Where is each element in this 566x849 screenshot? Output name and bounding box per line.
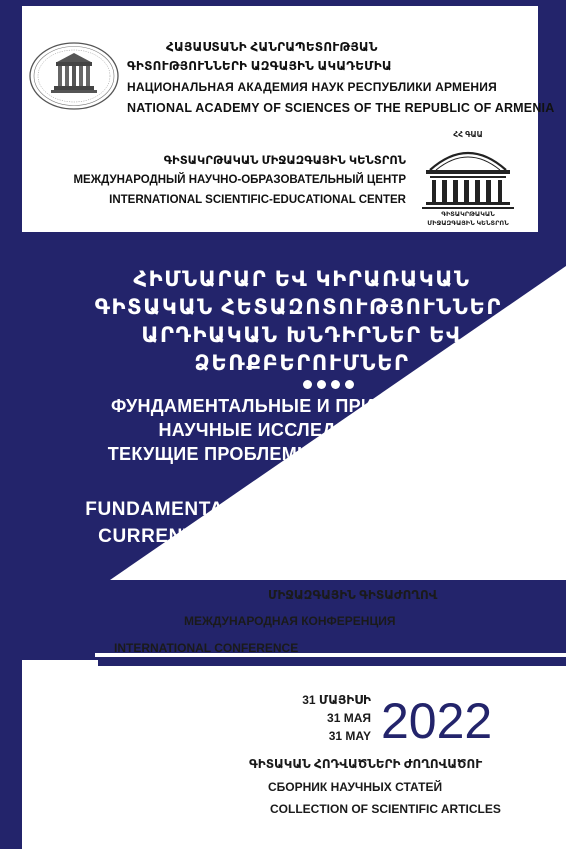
academy-building-emblem-icon bbox=[27, 40, 121, 112]
title-armenian bbox=[52, 266, 552, 378]
academy-line-2: ԳԻՏՈՒԹՅՈՒՆՆԵՐԻ ԱԶԳԱՅԻՆ ԱԿԱԴԵՄԻԱ bbox=[127, 59, 392, 73]
separator-dots-1 bbox=[303, 380, 354, 389]
academy-line-1: ՀԱՅԱՍՏԱՆԻ ՀԱՆՐԱՊԵՏՈՒԹՅԱՆ bbox=[166, 40, 378, 54]
academy-line-4: NATIONAL ACADEMY OF SCIENCES OF THE REPUBLIC OF ARMENIA bbox=[127, 101, 555, 115]
title-russian-line-2: НАУЧНЫЕ ИССЛЕДОВАНИЯ: bbox=[158, 420, 422, 440]
title-armenian-line-2: ԳԻՏԱԿԱՆ ՀԵՏԱԶՈՏՈՒԹՅՈՒՆՆԵՐ. bbox=[94, 296, 510, 319]
title-armenian-line-4: ՁԵՌՔԲԵՐՈՒՄՆԵՐ bbox=[194, 352, 410, 375]
title-english bbox=[42, 496, 542, 550]
date-armenian: 31 ՄԱՅԻՍԻ bbox=[302, 693, 371, 707]
academy-line-3: НАЦИОНАЛЬНАЯ АКАДЕМИЯ НАУК РЕСПУБЛИКИ АРМЕНИЯ bbox=[127, 80, 497, 94]
center-logo-bottom-line1: ԳԻՏԱԿՐԹԱԿԱՆ bbox=[441, 211, 495, 218]
collection-english: COLLECTION OF SCIENTIFIC ARTICLES bbox=[270, 802, 501, 816]
title-armenian-line-3: ԱՐԴԻԱԿԱՆ ԽՆԴԻՐՆԵՐ ԵՎ bbox=[141, 324, 463, 347]
title-english-line-2: CURRENT ISSUES AND ACHIEVEMENTS bbox=[98, 526, 486, 547]
conference-year: 2022 bbox=[381, 693, 493, 749]
collection-russian: СБОРНИК НАУЧНЫХ СТАТЕЙ bbox=[268, 780, 443, 794]
collection-armenian: ԳԻՏԱԿԱՆ ՀՈԴՎԱԾՆԵՐԻ ԺՈՂՈՎԱԾՈՒ bbox=[249, 757, 483, 771]
center-logo-top-text: ՀՀ ԳԱԱ bbox=[453, 130, 483, 139]
conference-armenian: ՄԻՋԱԶԳԱՅԻՆ ԳԻՏԱԺՈՂՈՎ bbox=[268, 588, 438, 602]
academy-emblem bbox=[27, 40, 121, 112]
title-armenian-line-1: ՀԻՄՆԱՐԱՐ ԵՎ ԿԻՐԱՌԱԿԱՆ bbox=[133, 268, 471, 291]
separator-dots-2 bbox=[283, 476, 334, 485]
center-line-3: INTERNATIONAL SCIENTIFIC-EDUCATIONAL CENTER bbox=[109, 194, 406, 206]
right-navy-panel bbox=[538, 0, 566, 245]
center-logo-bottom-line2: ՄԻՋԱԶԳԱՅԻՆ ԿԵՆՏՐՈՆ bbox=[427, 220, 509, 227]
date-russian: 31 МАЯ bbox=[327, 711, 371, 725]
center-logo bbox=[412, 128, 524, 228]
title-english-line-1: FUNDAMENTAL AND APPLIED RESEARCH. bbox=[85, 499, 499, 520]
conference-russian: МЕЖДУНАРОДНАЯ КОНФЕРЕНЦИЯ bbox=[184, 614, 396, 628]
center-line-2: МЕЖДУНАРОДНЫЙ НАУЧНО-ОБРАЗОВАТЕЛЬНЫЙ ЦЕНТР bbox=[73, 174, 406, 186]
navy-rule-lower bbox=[98, 659, 566, 666]
date-english: 31 MAY bbox=[328, 729, 371, 743]
conference-english: INTERNATIONAL CONFERENCE bbox=[114, 641, 299, 655]
title-russian-line-1: ФУНДАМЕНТАЛЬНЫЕ И ПРИКЛАДНЫЕ bbox=[111, 396, 469, 416]
center-line-1: ԳԻՏԱԿՐԹԱԿԱՆ ՄԻՋԱԶԳԱՅԻՆ ԿԵՆՏՐՈՆ bbox=[163, 155, 406, 167]
title-russian bbox=[40, 394, 540, 466]
title-russian-line-3: ТЕКУЩИЕ ПРОБЛЕМЫ И ДОСТИЖЕНИЯ bbox=[107, 444, 473, 464]
